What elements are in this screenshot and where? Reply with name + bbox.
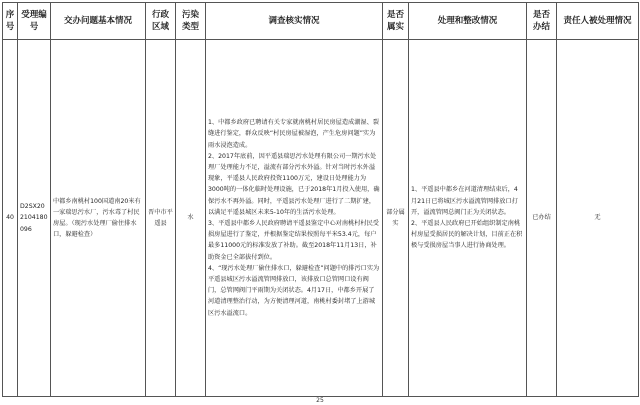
header-verified: 是否属实 bbox=[383, 3, 409, 40]
header-issue: 交办问题基本情况 bbox=[51, 3, 146, 40]
header-region: 行政区域 bbox=[146, 3, 176, 40]
investigation-para-1: 1、中都乡政府已聘请有关专家就南桃村居民房屋造成潮湿、裂缝进行鉴定，群众反映“村民房屋被湿泡，产生危房问题”实为雨水浸泡造成。 bbox=[208, 119, 379, 149]
case-table bbox=[2, 2, 639, 397]
cell-closed bbox=[527, 40, 557, 397]
header-seq: 序号 bbox=[3, 3, 18, 40]
handling-para-1: 1、平遥县中都乡在河道清理结束后，4月21日已将城区污水溢流管网排放口打开，溢流管网总阀门正为关闭状态。 bbox=[411, 186, 518, 216]
issue-text: 中都乡南桃村100国道南20米有一家瑞思污水厂，污水毒了村民房屋。（现污水处理厂偷住排水口，躲避检查） bbox=[53, 197, 141, 239]
header-accountability: 责任人被处理情况 bbox=[557, 3, 639, 40]
region-text: 晋中市平遥县 bbox=[148, 208, 173, 227]
investigation-para-2: 2、2017年底前，因平遥县瑞思污水处理有限公司一期污水处理厂处理能力不足，溢流有部分污水外溢。针对当时污水外溢现象，平遥县人民政府投资1100万元，建设日处理能力为3000吨的一体化临时处理设施，已于2018年1月投入使用，确保污水不再外溢。同时，平遥县污水处理厂进行了二期扩建，以满足平遥县城区未来5-10年的生活污水处理。 bbox=[208, 152, 380, 216]
cell-region bbox=[146, 40, 176, 397]
cell-accountability bbox=[557, 40, 639, 397]
investigation-para-3: 3、平遥县中都乡人民政府聘请平遥县鉴定中心对南桃村村民受损房屋进行了鉴定，并根据鉴定结果按照每平米53.4元，每户最多11000元的标准发放了补助。截至2018年11月13日，补助资金已全部拔付到位。 bbox=[208, 220, 379, 261]
accountability-text: 无 bbox=[594, 214, 601, 222]
cell-pollution bbox=[176, 40, 206, 397]
table-row bbox=[3, 40, 639, 397]
cell-handling bbox=[409, 40, 527, 397]
closed-text: 已办结 bbox=[532, 214, 551, 222]
pollution-text: 水 bbox=[187, 214, 194, 222]
header-row bbox=[3, 3, 639, 40]
handling-para-2: 2、平遥县人民政府已开始组织制定南桃村房屋受损居民的解决计划，目前正在积极与受损房屋当事人进行协商处理。 bbox=[411, 220, 523, 250]
case-no-text: D2SX202104180096 bbox=[20, 203, 48, 233]
verified-text: 部分属实 bbox=[386, 208, 405, 227]
header-pollution: 污染类型 bbox=[176, 3, 206, 40]
header-closed: 是否办结 bbox=[527, 3, 557, 40]
page-number: 25 bbox=[316, 397, 324, 404]
cell-investigation bbox=[206, 40, 383, 397]
header-investigation: 调查核实情况 bbox=[206, 3, 383, 40]
header-handling: 处理和整改情况 bbox=[409, 3, 527, 40]
header-case-no: 受理编号 bbox=[18, 3, 51, 40]
cell-seq bbox=[3, 40, 18, 397]
cell-verified bbox=[383, 40, 409, 397]
cell-case-no bbox=[18, 40, 51, 397]
cell-issue bbox=[51, 40, 146, 397]
investigation-para-4: 4、“现污水处理厂偷住排水口，躲避检查”问题中的排污口实为平遥县城区污水溢流管网排放口，该排放口总管网口设有阀门，总管网阀门平雨期为关闭状态。4月17日，中都乡开展了河道清理整治行动，为方便清理河道，南桃村委封堵了上游城区污水溢流口。 bbox=[208, 264, 380, 317]
seq-text: 40 bbox=[6, 214, 14, 222]
